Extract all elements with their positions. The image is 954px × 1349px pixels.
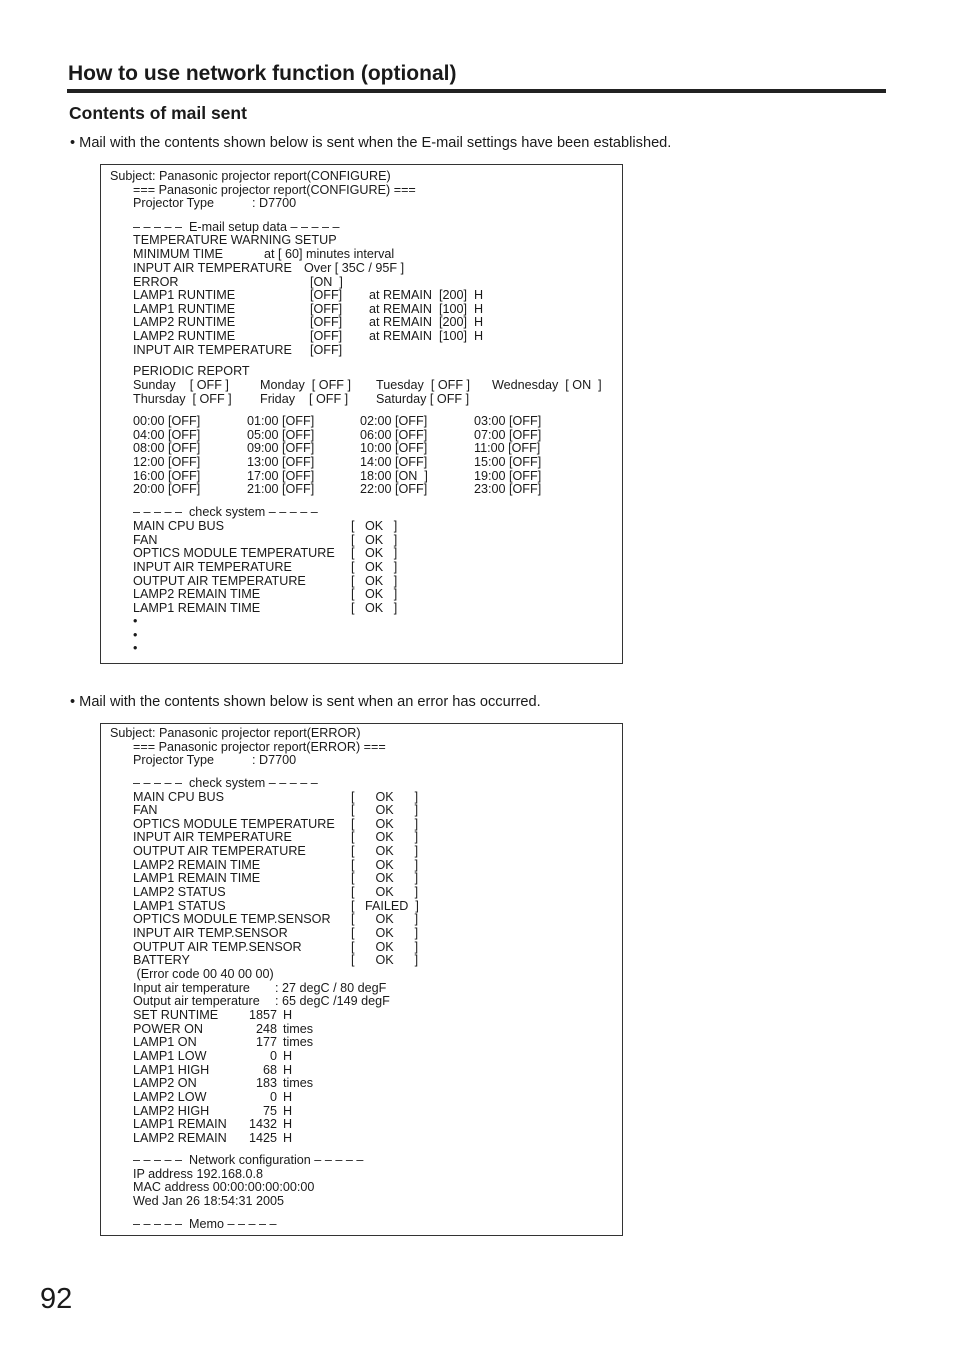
day-setting: Friday [ OFF ]: [260, 392, 349, 406]
counter-value: 248: [255, 1021, 277, 1036]
network-config-heading: – – – – – Network configuration – – – – –: [133, 1153, 364, 1167]
counter-value: 0: [269, 1089, 277, 1104]
projector-type-value: : D7700: [252, 196, 297, 210]
setting-state: [OFF]: [310, 301, 343, 316]
hour-setting: 05:00 [OFF]: [247, 427, 315, 442]
counter-unit: H: [283, 1130, 293, 1145]
check-status: [ OK ]: [351, 953, 419, 968]
hour-setting: 17:00 [OFF]: [247, 468, 315, 483]
mail-subject: Subject: Panasonic projector report(ERROR): [110, 726, 361, 740]
hour-setting: 19:00 [OFF]: [474, 468, 542, 483]
hour-setting: 15:00 [OFF]: [474, 454, 542, 469]
ip-address: IP address 192.168.0.8: [133, 1167, 264, 1181]
hour-setting: 11:00 [OFF]: [474, 441, 541, 456]
check-label: OUTPUT AIR TEMPERATURE: [133, 573, 306, 588]
setting-state: [ON ]: [310, 274, 343, 289]
input-air-temp-label: INPUT AIR TEMPERATURE: [133, 261, 292, 275]
counter-label: LAMP1 REMAIN: [133, 1117, 227, 1132]
setting-remain: at REMAIN [200] H: [369, 315, 484, 330]
minimum-time-value: at [ 60] minutes interval: [264, 247, 395, 261]
check-status: [ OK ]: [351, 546, 398, 561]
temperature-label: Input air temperature: [133, 980, 250, 995]
check-label: INPUT AIR TEMPERATURE: [133, 830, 292, 845]
check-status: [ OK ]: [351, 871, 419, 886]
hour-setting: 10:00 [OFF]: [360, 441, 428, 456]
day-setting: Tuesday [ OFF ]: [376, 378, 471, 392]
counter-label: LAMP2 LOW: [133, 1089, 207, 1104]
check-label: MAIN CPU BUS: [133, 519, 224, 533]
check-system-heading: – – – – – check system – – – – –: [133, 505, 318, 519]
check-status: [ OK ]: [351, 912, 419, 927]
check-label: INPUT AIR TEMP.SENSOR: [133, 926, 288, 940]
counter-unit: H: [283, 1089, 293, 1104]
setting-state: [OFF]: [310, 288, 343, 303]
counter-unit: H: [283, 1117, 293, 1132]
projector-type-value: : D7700: [252, 753, 297, 767]
check-status: [ OK ]: [351, 559, 398, 574]
error-code: (Error code 00 40 00 00): [133, 967, 274, 981]
counter-label: SET RUNTIME: [133, 1008, 219, 1022]
check-status: [ OK ]: [351, 885, 419, 900]
mac-address: MAC address 00:00:00:00:00:00: [133, 1180, 315, 1194]
hour-setting: 13:00 [OFF]: [247, 454, 315, 469]
check-label: OPTICS MODULE TEMPERATURE: [133, 546, 335, 561]
hour-setting: 03:00 [OFF]: [474, 414, 542, 428]
setting-label: INPUT AIR TEMPERATURE: [133, 342, 292, 357]
input-air-temp-value: Over [ 35C / 95F ]: [304, 261, 405, 275]
hour-setting: 20:00 [OFF]: [133, 482, 201, 497]
counter-unit: H: [283, 1103, 293, 1118]
setting-label: LAMP2 RUNTIME: [133, 315, 236, 330]
report-date: Wed Jan 26 18:54:31 2005: [133, 1194, 285, 1208]
check-label: OUTPUT AIR TEMP.SENSOR: [133, 939, 302, 954]
counter-unit: times: [283, 1035, 314, 1050]
counter-unit: times: [283, 1021, 314, 1036]
counter-value: 177: [255, 1035, 277, 1050]
check-status: [ OK ]: [351, 926, 419, 940]
setting-remain: at REMAIN [100] H: [369, 301, 484, 316]
check-label: LAMP1 REMAIN TIME: [133, 871, 261, 886]
hour-setting: 12:00 [OFF]: [133, 454, 201, 469]
check-status: [ OK ]: [351, 816, 419, 831]
hour-setting: 04:00 [OFF]: [133, 427, 201, 442]
check-status: [ OK ]: [351, 519, 398, 533]
setting-label: LAMP1 RUNTIME: [133, 288, 236, 303]
hour-setting: 21:00 [OFF]: [247, 482, 315, 497]
continuation-dot: •: [133, 627, 138, 642]
temperature-value: : 27 degC / 80 degF: [275, 980, 387, 995]
minimum-time-label: MINIMUM TIME: [133, 247, 224, 261]
counter-unit: H: [283, 1062, 293, 1077]
counter-unit: H: [283, 1048, 293, 1063]
continuation-dot: •: [133, 614, 138, 628]
hour-setting: 00:00 [OFF]: [133, 414, 201, 428]
day-setting: Sunday [ OFF ]: [133, 378, 229, 392]
setting-remain: at REMAIN [100] H: [369, 329, 484, 344]
check-label: LAMP2 REMAIN TIME: [133, 587, 261, 602]
counter-label: LAMP1 ON: [133, 1035, 197, 1050]
setting-label: LAMP2 RUNTIME: [133, 329, 236, 344]
day-setting: Monday [ OFF ]: [260, 378, 351, 392]
counter-value: 1432: [248, 1117, 277, 1132]
counter-value: 1857: [248, 1008, 277, 1022]
check-label: BATTERY: [133, 953, 190, 968]
memo-heading: – – – – – Memo – – – – –: [133, 1217, 277, 1231]
counter-value: 0: [269, 1048, 277, 1063]
projector-type-label: Projector Type: [133, 196, 214, 210]
check-status: [ OK ]: [351, 600, 398, 615]
check-label: LAMP1 REMAIN TIME: [133, 600, 261, 615]
counter-label: LAMP1 HIGH: [133, 1062, 210, 1077]
check-label: OPTICS MODULE TEMP.SENSOR: [133, 912, 331, 927]
counter-unit: times: [283, 1076, 314, 1091]
check-status: [ OK ]: [351, 532, 398, 547]
counter-label: POWER ON: [133, 1021, 203, 1036]
section-title: How to use network function (optional): [68, 62, 457, 85]
hour-setting: 14:00 [OFF]: [360, 454, 428, 469]
counter-value: 75: [262, 1103, 277, 1118]
hour-setting: 09:00 [OFF]: [247, 441, 315, 456]
hour-setting: 06:00 [OFF]: [360, 427, 428, 442]
check-status: [ OK ]: [351, 587, 398, 602]
hour-setting: 07:00 [OFF]: [474, 427, 542, 442]
counter-label: LAMP2 ON: [133, 1076, 197, 1091]
check-label: OUTPUT AIR TEMPERATURE: [133, 844, 306, 859]
check-label: LAMP1 STATUS: [133, 898, 226, 913]
counter-label: LAMP2 REMAIN: [133, 1130, 227, 1145]
hour-setting: 18:00 [ON ]: [360, 468, 428, 483]
mail-header: === Panasonic projector report(CONFIGURE) ===: [133, 183, 416, 197]
counter-unit: H: [283, 1008, 293, 1022]
temperature-value: : 65 degC /149 degF: [275, 994, 390, 1009]
configure-intro-text: • Mail with the contents shown below is sent when the E-mail settings have been established.: [70, 135, 672, 151]
temperature-warning-label: TEMPERATURE WARNING SETUP: [133, 233, 337, 247]
temperature-label: Output air temperature: [133, 994, 260, 1009]
counter-label: LAMP2 HIGH: [133, 1103, 210, 1118]
hour-setting: 23:00 [OFF]: [474, 482, 542, 497]
setting-state: [OFF]: [310, 315, 343, 330]
check-label: INPUT AIR TEMPERATURE: [133, 559, 292, 574]
setting-label: LAMP1 RUNTIME: [133, 301, 236, 316]
check-system-heading: – – – – – check system – – – – –: [133, 776, 318, 790]
check-status: [ OK ]: [351, 789, 419, 804]
continuation-dot: •: [133, 641, 138, 656]
check-label: OPTICS MODULE TEMPERATURE: [133, 816, 335, 831]
check-status: [ FAILED ]: [351, 898, 419, 913]
setting-state: [OFF]: [310, 342, 343, 357]
error-intro-text: • Mail with the contents shown below is sent when an error has occurred.: [70, 694, 541, 710]
check-status: [ OK ]: [351, 939, 419, 954]
check-label: MAIN CPU BUS: [133, 789, 224, 804]
check-status: [ OK ]: [351, 803, 419, 818]
configure-mail-box: [100, 164, 623, 664]
hour-setting: 22:00 [OFF]: [360, 482, 428, 497]
hour-setting: 02:00 [OFF]: [360, 414, 428, 428]
hour-setting: 01:00 [OFF]: [247, 414, 315, 428]
counter-value: 183: [255, 1076, 277, 1091]
mail-header: === Panasonic projector report(ERROR) ===: [133, 740, 386, 754]
day-setting: Thursday [ OFF ]: [133, 392, 232, 406]
check-label: FAN: [133, 532, 158, 547]
check-label: FAN: [133, 803, 158, 818]
day-setting: Saturday [ OFF ]: [376, 392, 470, 406]
hour-setting: 08:00 [OFF]: [133, 441, 201, 456]
title-underline: [67, 89, 886, 93]
mail-subject: Subject: Panasonic projector report(CONFIGURE): [110, 169, 391, 183]
setting-remain: at REMAIN [200] H: [369, 288, 484, 303]
counter-value: 1425: [248, 1130, 277, 1145]
counter-label: LAMP1 LOW: [133, 1048, 207, 1063]
check-status: [ OK ]: [351, 857, 419, 872]
setup-heading: – – – – – E-mail setup data – – – – –: [133, 220, 340, 234]
setting-label: ERROR: [133, 274, 179, 289]
counter-value: 68: [262, 1062, 277, 1077]
day-setting: Wednesday [ ON ]: [492, 378, 602, 392]
subsection-title: Contents of mail sent: [69, 103, 247, 123]
error-mail-box: [100, 723, 623, 1236]
check-status: [ OK ]: [351, 573, 398, 588]
check-label: LAMP2 REMAIN TIME: [133, 857, 261, 872]
page-number: 92: [40, 1283, 73, 1315]
projector-type-label: Projector Type: [133, 753, 214, 767]
check-status: [ OK ]: [351, 844, 419, 859]
check-label: LAMP2 STATUS: [133, 885, 226, 900]
check-status: [ OK ]: [351, 830, 419, 845]
periodic-report-heading: PERIODIC REPORT: [133, 364, 250, 378]
hour-setting: 16:00 [OFF]: [133, 468, 201, 483]
setting-state: [OFF]: [310, 329, 343, 344]
